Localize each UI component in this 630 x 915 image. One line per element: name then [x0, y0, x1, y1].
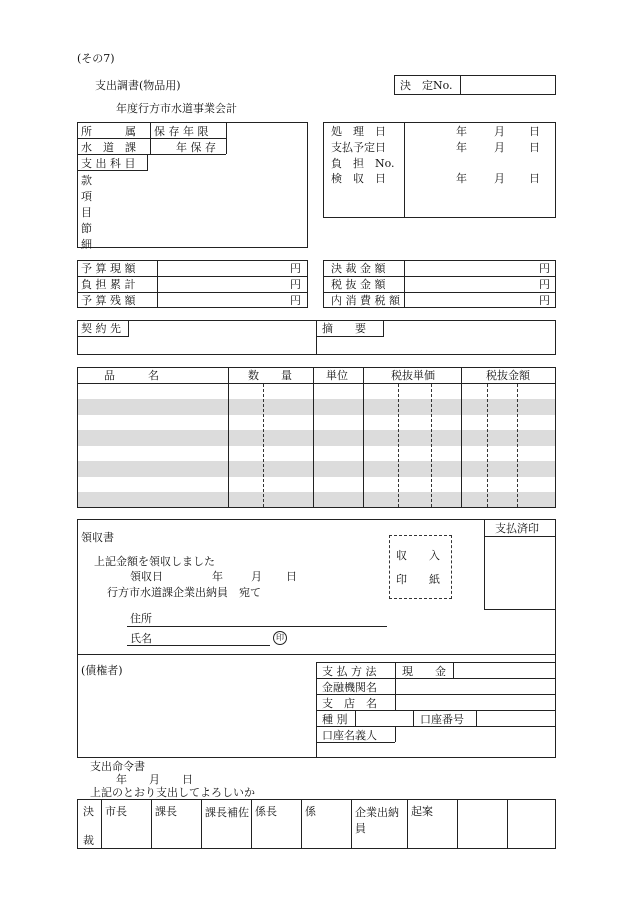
page-number: (その7)	[77, 52, 115, 65]
receipt-year: 年	[212, 570, 223, 583]
date1-day: 日	[529, 125, 540, 138]
approval-table	[77, 799, 556, 849]
current-budget-label: 予 算 現 額	[81, 262, 136, 275]
account-moku: 目	[81, 206, 92, 219]
date2-year: 年	[456, 141, 467, 154]
pretax-amount-label: 税 抜 金 額	[331, 278, 386, 291]
approval-col-7	[407, 799, 408, 849]
approval-kessai-2: 裁	[83, 834, 94, 847]
creditor-top-line	[316, 662, 556, 663]
col-amount: 税抜金額	[486, 369, 530, 382]
fiscal-year-line: 年度行方市水道事業会計	[116, 102, 237, 115]
decision-number-divider	[460, 75, 461, 95]
address-line[interactable]	[127, 626, 387, 627]
items-dash-4	[487, 384, 488, 507]
approval-treasurer: 企業出納員	[355, 806, 399, 835]
burden-total-label: 負 担 累 計	[81, 278, 136, 291]
creditor-row-2	[316, 694, 556, 695]
summary-label: 摘 要	[322, 322, 366, 335]
approval-col-2	[151, 799, 152, 849]
yen-6: 円	[539, 294, 550, 307]
receipt-month: 月	[251, 570, 262, 583]
paid-stamp-label: 支払済印	[495, 522, 539, 535]
form-title: 支出調書(物品用)	[95, 79, 181, 92]
cash-label: 現 金	[402, 665, 446, 678]
decision-number-label: 決 定No.	[400, 79, 453, 92]
approval-col-1	[101, 799, 102, 849]
holder-bottom-line	[316, 742, 395, 743]
items-dash-1	[263, 384, 264, 507]
dates-col-line	[404, 122, 405, 218]
yen-5: 円	[539, 278, 550, 291]
creditor-label: (債権者)	[81, 664, 123, 677]
contractor-label: 契 約 先	[81, 322, 121, 335]
items-col-2	[313, 367, 314, 508]
items-row-band-1	[78, 399, 555, 415]
approval-subsection-chief: 係長	[255, 805, 277, 818]
col-quantity: 数 量	[248, 369, 292, 382]
payment-method-label: 支 払 方 法	[322, 665, 377, 678]
budget-left-row-2	[77, 292, 308, 293]
creditor-row-3	[316, 710, 556, 711]
approved-amount-label: 決 裁 金 額	[331, 262, 386, 275]
expense-account-label: 支 出 科 目	[81, 157, 136, 170]
processing-date-label: 処 理 日	[331, 125, 386, 138]
items-header-line	[77, 383, 556, 384]
order-title: 支出命令書	[90, 760, 145, 773]
date3-year: 年	[456, 172, 467, 185]
col-unit-price: 税抜単価	[391, 369, 435, 382]
account-type-label: 種 別	[322, 713, 348, 726]
account-no-col	[476, 710, 477, 726]
items-col-1	[228, 367, 229, 508]
approval-staff: 係	[305, 805, 316, 818]
account-sai: 細	[81, 238, 92, 251]
name-label: 氏名	[130, 632, 152, 645]
account-setsu: 節	[81, 222, 92, 235]
items-row-band-4	[78, 492, 555, 507]
items-col-4	[461, 367, 462, 508]
years-retention-label: 年 保 存	[176, 141, 216, 154]
items-dash-2	[398, 384, 399, 507]
inspection-date-label: 検 収 日	[331, 172, 386, 185]
branch-name-label: 支 店 名	[322, 697, 377, 710]
cash-cell-col	[453, 662, 454, 678]
approval-col-9	[507, 799, 508, 849]
receipt-day: 日	[286, 570, 297, 583]
payment-date-label: 支払予定日	[331, 141, 386, 154]
revenue-stamp-label: 収 入	[396, 549, 440, 562]
budget-right-col	[404, 260, 405, 308]
stamp-paper-label: 印 紙	[396, 573, 440, 586]
items-dash-5	[517, 384, 518, 507]
address-label: 住所	[130, 612, 152, 625]
account-holder-label: 口座名義人	[322, 729, 377, 742]
receipt-statement: 上記金額を領収しました	[94, 555, 215, 568]
name-line[interactable]	[127, 645, 270, 646]
dept-row-line-1	[77, 138, 226, 139]
account-kou: 項	[81, 190, 92, 203]
items-row-band-2	[78, 430, 555, 446]
dept-col-line-2	[226, 122, 227, 154]
burden-no-label: 負 担 No.	[331, 157, 395, 170]
date2-month: 月	[494, 141, 505, 154]
approval-drafter: 起案	[411, 805, 433, 818]
type-cell-col	[355, 710, 356, 726]
paid-stamp-line	[484, 536, 556, 537]
budget-right-row-1	[323, 276, 556, 277]
yen-4: 円	[539, 262, 550, 275]
account-number-label: 口座番号	[420, 713, 464, 726]
consumption-tax-label: 内 消 費 税 額	[331, 294, 400, 307]
creditor-row-1	[316, 678, 556, 679]
approval-col-5	[301, 799, 302, 849]
receipt-date-label: 領収日	[130, 570, 163, 583]
type-value-col	[413, 710, 414, 726]
yen-3: 円	[290, 294, 301, 307]
date2-day: 日	[529, 141, 540, 154]
dept-col-line	[150, 122, 151, 154]
budget-left-row-1	[77, 276, 308, 277]
approval-col-8	[457, 799, 458, 849]
order-approval-text: 上記のとおり支出してよろしいか	[90, 786, 255, 799]
approval-deputy-chief: 課長補佐	[205, 806, 249, 819]
date1-month: 月	[494, 125, 505, 138]
order-date: 年 月 日	[116, 773, 193, 786]
seal-icon: 印	[273, 631, 287, 645]
items-col-3	[363, 367, 364, 508]
creditor-label-col	[395, 662, 396, 710]
water-dept-label: 水 道 課	[81, 141, 136, 154]
yen-2: 円	[290, 278, 301, 291]
affiliation-label: 所 属	[81, 125, 136, 138]
approval-col-6	[351, 799, 352, 849]
receipt-addressee: 行方市水道課企業出納員 宛て	[107, 586, 261, 599]
revenue-stamp-box	[389, 535, 452, 599]
approval-kessai-1: 決	[83, 805, 94, 818]
budget-left-col	[157, 260, 158, 308]
retention-period-label: 保 存 年 限	[154, 125, 209, 138]
items-row-band-3	[78, 461, 555, 477]
bank-name-label: 金融機関名	[322, 681, 377, 694]
account-kan: 款	[81, 174, 92, 187]
items-dash-3	[431, 384, 432, 507]
approval-col-3	[201, 799, 202, 849]
holder-col	[395, 726, 396, 742]
approval-section-chief: 課長	[155, 805, 177, 818]
budget-remaining-label: 予 算 残 額	[81, 294, 136, 307]
date1-year: 年	[456, 125, 467, 138]
budget-right-row-2	[323, 292, 556, 293]
approval-mayor: 市長	[105, 805, 127, 818]
yen-1: 円	[290, 262, 301, 275]
receipt-title: 領収書	[81, 531, 114, 544]
col-item-name: 品 名	[104, 369, 159, 382]
approval-col-4	[251, 799, 252, 849]
date3-day: 日	[529, 172, 540, 185]
date3-month: 月	[494, 172, 505, 185]
col-unit: 単位	[326, 369, 348, 382]
creditor-row-4	[316, 726, 556, 727]
